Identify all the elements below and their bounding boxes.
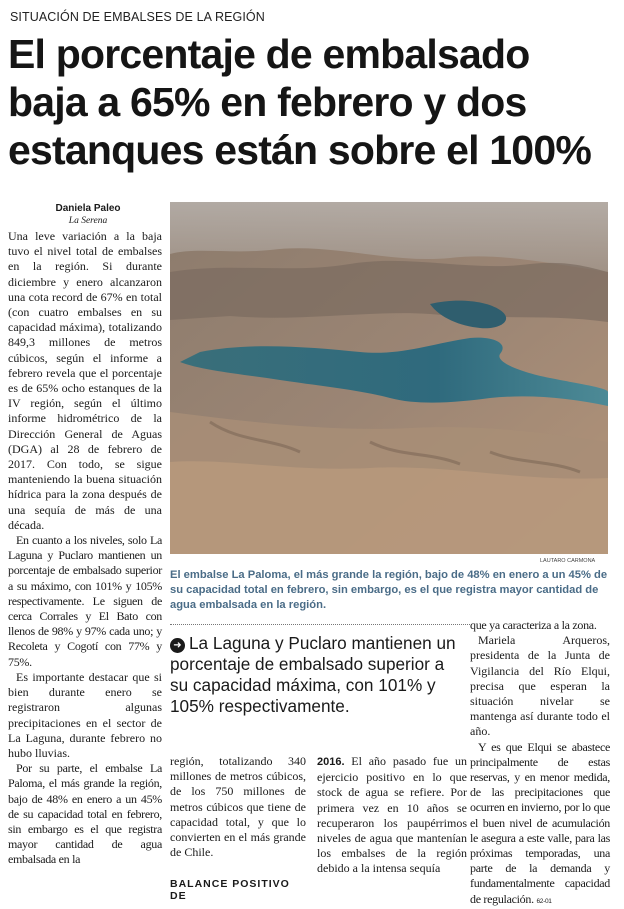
reservoir-photo bbox=[170, 202, 608, 554]
body-paragraph bbox=[470, 740, 610, 909]
headline bbox=[8, 30, 618, 174]
section-kicker: SITUACIÓN DE EMBALSES DE LA REGIÓN bbox=[10, 10, 265, 24]
body-paragraph: región, totalizando 340 millones de metros cúbicos, de los 750 millones de metros cúbicos que tiene de capacidad total, y que lo convierten en el más grande de Chile. bbox=[170, 754, 306, 860]
byline-author: Daniela Paleo bbox=[55, 203, 121, 214]
headline-line: baja a 65% en febrero y dos bbox=[8, 79, 527, 125]
headline-line: El porcentaje de embalsado bbox=[8, 31, 530, 77]
arrow-right-icon: ➜ bbox=[170, 638, 185, 653]
body-text: Y es que Elqui se abastece principalmente de estas reservas, y en menor medida, de las precipitaciones que ocurren en invierno, por lo que el buen nivel de acumulación le asegura a este valle, para las próximas temporadas, una parte de la demanda y fundamentalmente capacidad de regulación. bbox=[470, 739, 610, 906]
photo-credit: LAUTARO CARMONA bbox=[540, 558, 596, 564]
body-text: El año pasado fue un ejercicio positivo en lo que stock de agua se refiere. Por primera vez en 10 años se recuperaron los paupérrimos niveles de agua que mantenían los embalses de la región debido a la intensa sequía bbox=[317, 754, 467, 876]
body-column-1 bbox=[8, 229, 162, 868]
body-paragraph: que ya caracteriza a la zona. bbox=[470, 618, 597, 632]
article-code: 62-01 bbox=[536, 897, 552, 905]
pull-quote-text: La Laguna y Puclaro mantienen un porcentaje de embalsado superior a su capacidad máxima, con 101% y 105% respectivamente. bbox=[170, 633, 456, 716]
subhead-continuation: 2016. bbox=[317, 756, 345, 768]
divider bbox=[170, 624, 470, 625]
body-column-3 bbox=[317, 754, 467, 877]
reservoir-aerial-image bbox=[170, 202, 608, 554]
headline-line: estanques están sobre el 100% bbox=[8, 127, 591, 173]
photo-caption: El embalse La Paloma, el más grande la región, bajo de 48% en enero a un 45% de su capacidad total en febrero, sin embargo, es el que registra mayor cantidad de agua embalsada en la región. bbox=[170, 569, 608, 611]
pull-quote bbox=[170, 633, 466, 717]
body-column-4 bbox=[470, 618, 610, 909]
body-paragraph: Por su parte, el embalse La Paloma, el más grande la región, bajo de 48% en enero a un 45% de su capacidad total en febrero, sin embargo es el que registra mayor cantidad de agua embalsada en la bbox=[8, 761, 162, 867]
body-paragraph: Una leve variación a la baja tuvo el nivel total de embalses en la región. Si durante diciembre y enero alcanzaron una cota record de 67% en total (con cuatro embalses en su capacidad máxima), totalizando 849,3 millones de metros cúbicos, según el informe a febrero revela que el porcentaje es de 65% ocho estanques de la IV región, según el último informe hidrométrico de la Dirección General de Aguas (DGA) al 28 de febrero de 2017. Con todo, se sigue manteniendo la buena situación hídrica para la zona después de una sequía de más de una década. bbox=[8, 229, 162, 532]
body-paragraph: En cuanto a los niveles, solo La Laguna y Puclaro mantienen un porcentaje de embalsado superior a su máximo, con 101% y 105% respectivamente. Le siguen de cerca Corrales y El Bato con llenos de 98% y 97% cada uno; y Recoleta y Cogotí con 77% y 75%. bbox=[8, 533, 162, 669]
body-paragraph bbox=[317, 754, 467, 877]
body-paragraph: Es importante destacar que si bien durante enero se registraron algunas precipitaciones en el sector de La Laguna, durante febrero no hubo lluvias. bbox=[8, 669, 162, 760]
body-column-2 bbox=[170, 754, 306, 860]
byline-place: La Serena bbox=[68, 216, 108, 226]
section-subhead: BALANCE POSITIVO DE bbox=[170, 878, 290, 902]
body-paragraph: Mariela Arqueros, presidenta de la Junta de Vigilancia del Río Elqui, precisa que esperan la situación nivelar se mantenga así durante todo el año. bbox=[470, 633, 610, 739]
